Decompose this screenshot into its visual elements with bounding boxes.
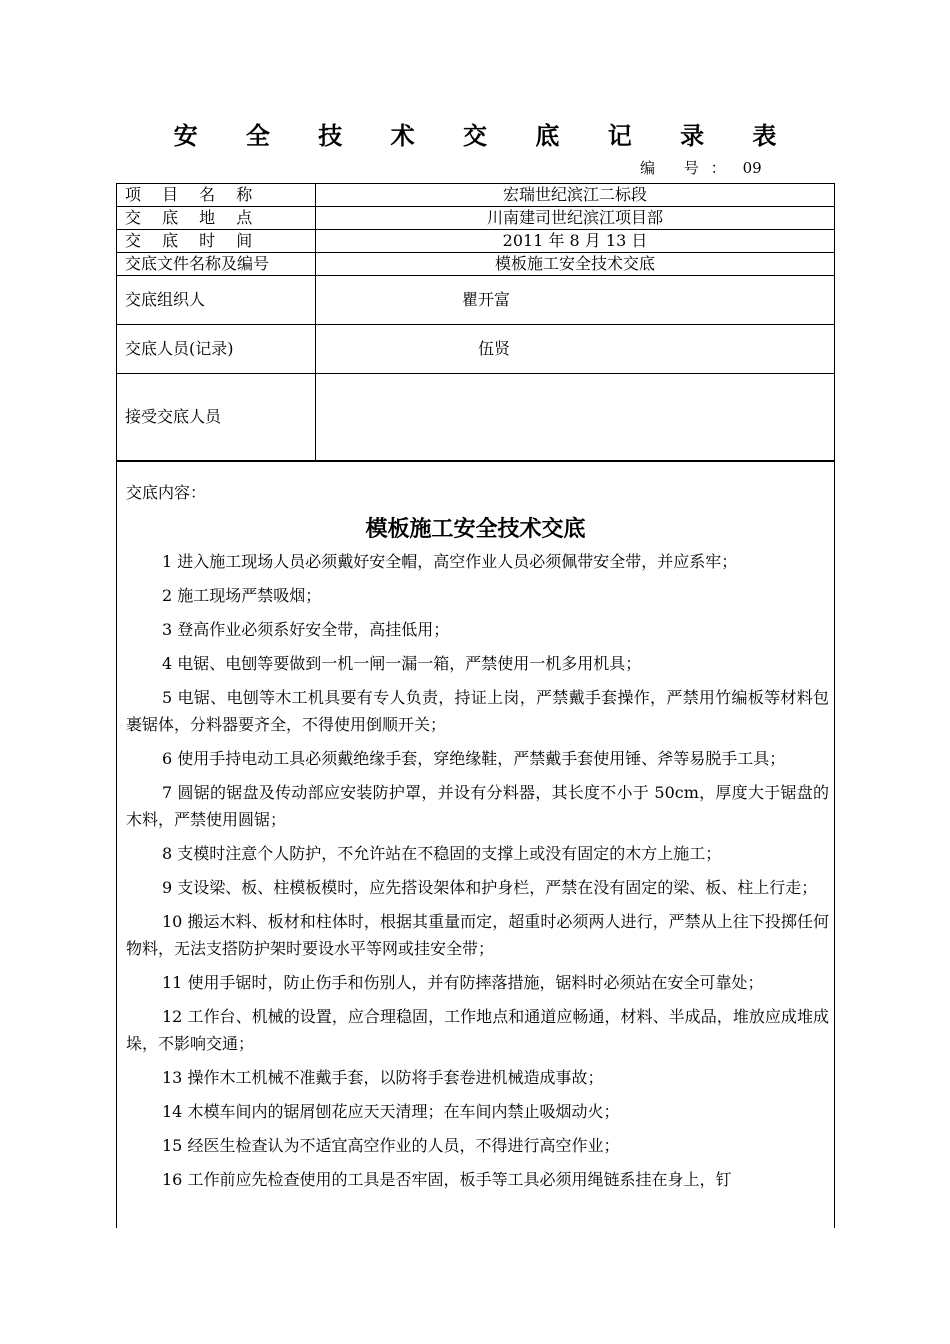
receivers-value bbox=[316, 374, 835, 461]
content-item: 11 使用手锯时，防止伤手和伤别人，并有防摔落措施，锯料时必须站在安全可靠处； bbox=[162, 973, 764, 992]
location-value: 川南建司世纪滨江项目部 bbox=[316, 207, 835, 230]
content-item: 2 施工现场严禁吸烟； bbox=[162, 586, 322, 605]
row-location bbox=[117, 207, 835, 230]
content-item: 7 圆锯的锯盘及传动部应安装防护罩，并设有分料器，其长度不小于 50cm，厚度大于锯盘的木料，严禁使用圆锯； bbox=[126, 783, 829, 829]
content-items bbox=[126, 548, 829, 1200]
content-item: 8 支模时注意个人防护，不允许站在不稳固的支撑上或没有固定的木方上施工； bbox=[162, 844, 722, 863]
info-table bbox=[116, 183, 835, 461]
content-item: 1 进入施工现场人员必须戴好安全帽，高空作业人员必须佩带安全带，并应系牢； bbox=[162, 552, 738, 571]
content-item: 12 工作台、机械的设置，应合理稳固，工作地点和通道应畅通，材料、半成品，堆放应成堆成垛，不影响交通； bbox=[126, 1007, 829, 1053]
record-number-label: 编 号： bbox=[640, 159, 738, 177]
content-item: 9 支设梁、板、柱模板模时，应先搭设架体和护身栏，严禁在没有固定的梁、板、柱上行走； bbox=[162, 878, 818, 897]
content-item: 13 操作木工机械不准戴手套，以防将手套卷进机械造成事故； bbox=[162, 1068, 604, 1087]
content-label: 交底内容： bbox=[126, 483, 207, 502]
location-label: 交 底 地 点 bbox=[117, 207, 316, 230]
project-name-value: 宏瑞世纪滨江二标段 bbox=[316, 184, 835, 207]
row-project-name bbox=[117, 184, 835, 207]
doc-label: 交底文件名称及编号 bbox=[117, 253, 316, 276]
project-name-label: 项 目 名 称 bbox=[117, 184, 316, 207]
content-title: 模板施工安全技术交底 bbox=[365, 516, 586, 542]
content-item: 10 搬运木料、板材和柱体时，根据其重量而定，超重时必须两人进行，严禁从上往下投掷任何物料，无法支搭防护架时要设水平等网或挂安全带； bbox=[126, 912, 829, 958]
page-title: 安 全 技 术 交 底 记 录 表 bbox=[173, 121, 797, 150]
row-time bbox=[117, 230, 835, 253]
record-number-value: 09 bbox=[742, 159, 762, 177]
content-section bbox=[116, 461, 835, 1228]
row-organizer bbox=[117, 276, 835, 325]
content-item: 3 登高作业必须系好安全带，高挂低用； bbox=[162, 620, 450, 639]
recorder-label: 交底人员(记录) bbox=[117, 325, 316, 374]
row-recorder bbox=[117, 325, 835, 374]
organizer-value: 瞿开富 bbox=[316, 276, 835, 325]
content-item: 4 电锯、电刨等要做到一机一闸一漏一箱，严禁使用一机多用机具； bbox=[162, 654, 642, 673]
organizer-label: 交底组织人 bbox=[117, 276, 316, 325]
receivers-label: 接受交底人员 bbox=[117, 374, 316, 461]
time-value: 2011 年 8 月 13 日 bbox=[316, 230, 835, 253]
content-item: 6 使用手持电动工具必须戴绝缘手套，穿绝缘鞋，严禁戴手套使用锤、斧等易脱手工具； bbox=[162, 749, 786, 768]
content-item: 14 木模车间内的锯屑刨花应天天清理；在车间内禁止吸烟动火； bbox=[162, 1102, 620, 1121]
recorder-value: 伍贤 bbox=[316, 325, 835, 374]
row-receivers bbox=[117, 374, 835, 461]
content-item: 15 经医生检查认为不适宜高空作业的人员，不得进行高空作业； bbox=[162, 1136, 620, 1155]
content-item: 5 电锯、电刨等木工机具要有专人负责，持证上岗，严禁戴手套操作，严禁用竹编板等材料包裹锯体，分料器要齐全，不得使用倒顺开关； bbox=[126, 688, 829, 734]
record-number bbox=[640, 157, 762, 178]
doc-value: 模板施工安全技术交底 bbox=[316, 253, 835, 276]
row-doc bbox=[117, 253, 835, 276]
time-label: 交 底 时 间 bbox=[117, 230, 316, 253]
content-item: 16 工作前应先检查使用的工具是否牢固，板手等工具必须用绳链系挂在身上，钉 bbox=[162, 1170, 732, 1189]
